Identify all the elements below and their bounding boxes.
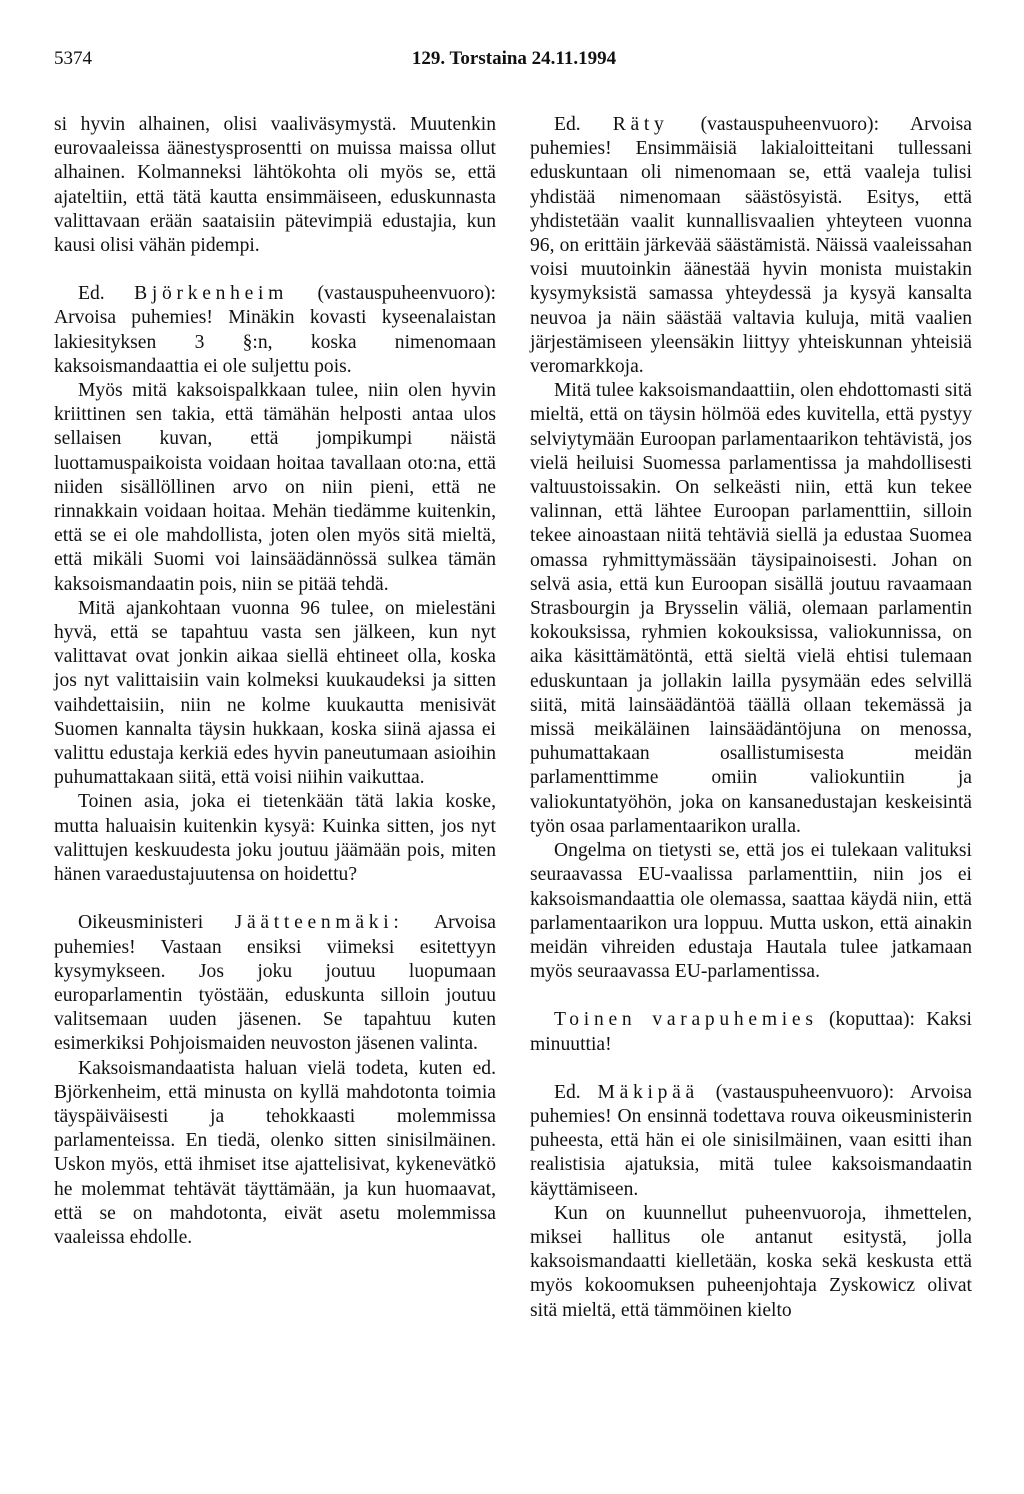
page-number: 5374 — [54, 48, 92, 69]
speaker-name: Mäkipää — [597, 1081, 699, 1103]
paragraph: si hyvin alhainen, olisi vaaliväsymystä. Muutenkin eurovaaleissa äänestysprosentti on muissa maissa ollut alhainen. Kolmanneksi lähtökohta oli myös se, että ajateltiin, että tätä kautta ensimmäiseen, eduskunnasta valittavaan erään saataisiin pätevimpiä edustajia, kun kausi olisi vähän pidempi. — [54, 114, 496, 257]
paragraph: Kaksoismandaatista haluan vielä todeta, kuten ed. Björkenheim, että minusta on kyllä mahdotonta toimia täyspäiväisesti ja tehokkaasti molemmissa parlamenteissa. En tiedä, olenko sitten sinisilmäinen. Uskon myös, että ihmiset itse ajattelisivat, kykenevätkö he molemmat tehtävät täyttämään, ja kun huomaavat, että se on mahdotonta, eivät asetu molemmissa vaaleissa ehdolle. — [54, 1057, 496, 1248]
right-column — [530, 113, 972, 1323]
left-column — [54, 113, 496, 1250]
speech-intro — [530, 1081, 972, 1202]
speech-intro — [54, 911, 496, 1056]
paragraph: Myös mitä kaksoispalkkaan tulee, niin olen hyvin kriittinen sen takia, että tämähän helposti antaa ulos sellaisen kuvan, että jompikumpi näistä luottamuspaikoista voidaan hoitaa tavallaan oto:na, että niiden sisällöllinen arvo on niin pieni, että ne rinnakkain voidaan hoitaa. Mehän tiedämme kuitenkin, että se ei ole mahdollista, joten olen myös sitä mieltä, että mikäli Suomi voi lainsäädännössä sulkea tämän kaksoismandaatin pois, niin se pitää tehdä. — [54, 380, 496, 595]
speaker-name: Jäätteenmäki: — [234, 912, 404, 934]
paragraph: Toinen asia, joka ei tietenkään tätä lakia koske, mutta haluaisin kuitenkin kysyä: Kuinka sitten, jos nyt valittujen keskuudesta joku joutuu jäämään pois, miten hänen varaedustajuutensa on hoidettu? — [54, 791, 496, 886]
speaker-prefix: Ed. — [78, 283, 105, 305]
speech-text: (vastauspuheenvuoro): Arvoisa puhemies! On ensinnä todettava rouva oikeusministerin puheesta, että hän ei ole sinisilmäinen, vaan esitti ihan realistisia ajatuksia, mitä tulee kaksoismandaatin käyttämiseen. — [530, 1081, 973, 1200]
speech-text: (koputtaa): Kaksi minuuttia! — [530, 1009, 973, 1055]
paragraph: Kun on kuunnellut puheenvuoroja, ihmettelen, miksei hallitus ole antanut esitystä, jolla kaksoismandaatti kielletään, koska sekä keskusta että myös kokoomuksen puheenjohtaja Zyskowicz olivat sitä mieltä, että tämmöinen kielto — [530, 1202, 972, 1321]
speaker-name: Toinen varapuhemies — [554, 1009, 818, 1031]
paragraph: Mitä tulee kaksoismandaattiin, olen ehdottomasti sitä mieltä, että on täysin hölmöä edes kuvitella, että pystyy selviytymään Euroopan parlamentaarikon tehtävistä, jos vielä heiluisi Suomessa parlamentissa ja mahdollisesti valtuustoissakin. On selkeästi niin, että kun tekee valinnan, että lähtee Euroopan parlamenttiin, silloin tekee ainoastaan niitä tehtäviä siellä ja edustaa Suomea omassa ryhmittymässään täysipainoisesti. Johan on selvä asia, että kun Euroopan sisällä joutuu ravaamaan Strasbourgin ja Brysselin väliä, olemaan parlamentin kokouksissa, ryhmien kokouksissa, valiokunnissa, on aika käsittämätöntä, että sieltä vielä ehtisi tulemaan eduskuntaan ja jollakin lailla pysymään edes selvillä siitä, mitä lainsäädäntöä täällä ollaan tekemässä ja missä meikäläinen lainsäädäntöjuna on menossa, puhumattakaan osallistumisesta meidän parlamenttimme omiin valiokuntiin ja valiokuntatyöhön, joka on kansanedustajan keskeisintä työn osaa parlamentaarikon uralla. — [530, 380, 972, 837]
paragraph: Ongelma on tietysti se, että jos ei tulekaan valituksi seuraavassa EU-vaalissa parlamenttiin, niin jos ei kaksoismandaattia ole olemassa, saattaa käydä niin, että parlamentaarikon ura loppuu. Mutta uskon, että ainakin meidän vihreiden edustaja Hautala tulee jatkamaan myös seuraavassa EU-parlamentissa. — [530, 840, 972, 983]
speaker-prefix: Ed. — [554, 1081, 581, 1103]
speaker-name: Räty — [612, 114, 669, 135]
speech-text: Arvoisa puhemies! Vastaan ensiksi viimeksi esitettyyn kysymykseen. Jos joku joutuu luopumaan europarlamentin työstään, eduskunta silloin joutuu valitsemaan uuden jäsenen. Se tapahtuu kuten esimerkiksi Pohjoismaiden neuvoston jäsenen valinta. — [54, 912, 496, 1055]
page-header — [54, 48, 974, 78]
session-title: 129. Torstaina 24.11.1994 — [411, 48, 617, 69]
paragraph: Mitä ajankohtaan vuonna 96 tulee, on mielestäni hyvä, että se tapahtuu vasta sen jälkeen, kun nyt valittavat ovat jonkin aikaa siellä ehtineet olla, koska jos nyt valittaisiin vain kolmeksi kuukaudeksi ja sitten vaihdettaisiin, niin ne kolme kuukautta menisivät Suomen kannalta täysin hukkaan, koska siinä ajassa ei valittu edustaja kerkiä edes hyvin paneutumaan asioihin puhumattakaan siitä, että voisi niihin vaikuttaa. — [54, 597, 496, 789]
speech-text: (vastauspuheenvuoro): Arvoisa puhemies! Minäkin kovasti kyseenalaistan lakiesityksen 3 §:n, koska nimenomaan kaksoismandaattia ei ole suljettu pois. — [54, 283, 496, 377]
speech-intro — [54, 282, 496, 379]
speaker-name: Björkenheim — [134, 283, 289, 305]
speech-intro — [530, 1008, 972, 1056]
speaker-prefix: Ed. — [554, 114, 581, 135]
speech-text: (vastauspuheenvuoro): Arvoisa puhemies! Ensimmäisiä lakialoitteitani tullessani eduskuntaan oli nimenomaan se, että vaaleja tulisi yhdistää nimenomaan säästösyistä. Esitys, että yhdistetään vaalit kunnallisvaalien yhteyteen vuonna 96, on erittäin järkevää säästämistä. Näissä vaaleissahan voisi muutoinkin äänestää hyvin monista muistakin kysymyksistä samassa yhteydessä ja kysyä kansalta neuvoa ja näin säästää valtavia kuluja, mitä vaalien järjestämiseen yleensäkin liittyy yhteiskunnan yhteisiä veromarkkoja. — [530, 114, 973, 378]
speech-intro — [530, 113, 972, 379]
speaker-prefix: Oikeusministeri — [78, 912, 204, 934]
